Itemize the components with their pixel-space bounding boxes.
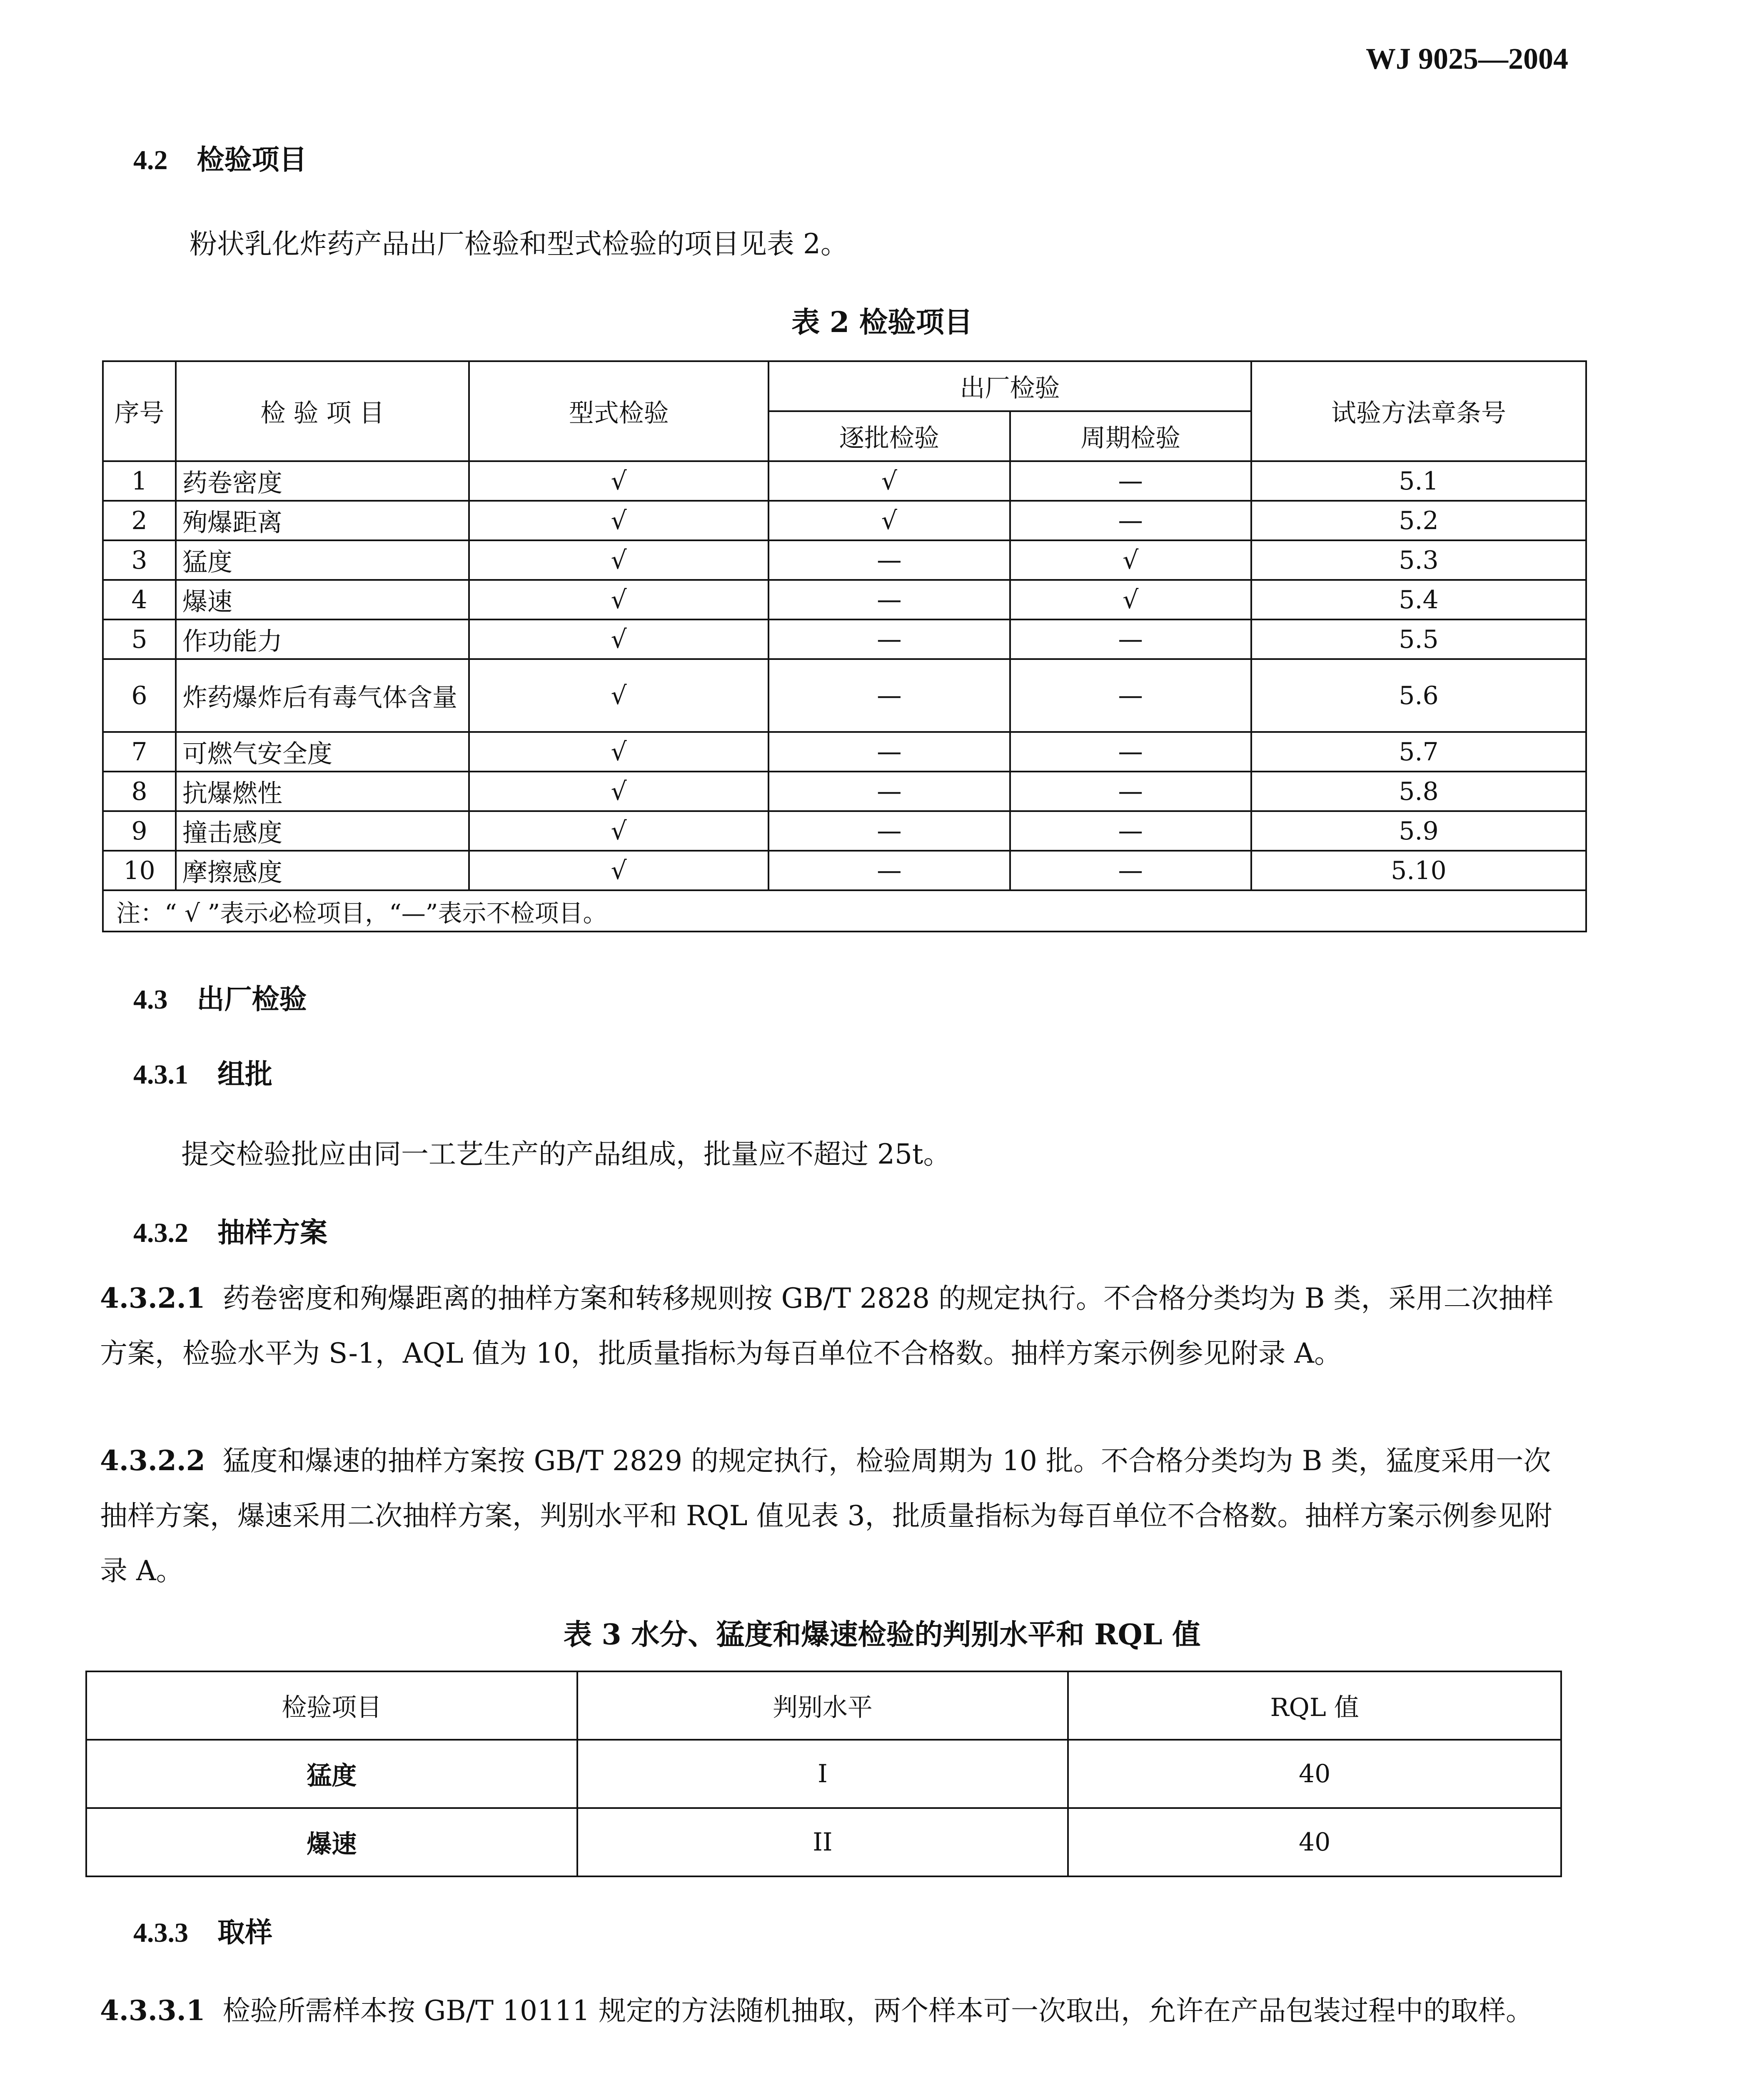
row-rql: 40 <box>1068 1740 1561 1808</box>
table-row <box>103 811 1586 851</box>
row-method: 5.10 <box>1251 851 1586 890</box>
row-method: 5.1 <box>1251 461 1586 501</box>
row-method: 5.4 <box>1251 580 1586 619</box>
section-title: 抽样方案 <box>217 1216 327 1249</box>
row-periodic: √ <box>1010 580 1251 619</box>
table-row <box>103 732 1586 772</box>
row-item: 殉爆距离 <box>176 501 469 540</box>
row-batch: — <box>768 851 1010 890</box>
table2-header-factory-test: 出厂检验 <box>768 361 1251 411</box>
row-type-test: √ <box>469 851 768 890</box>
section-number: 4.3.2 <box>133 1218 188 1248</box>
row-type-test: √ <box>469 461 768 501</box>
table-row <box>103 772 1586 811</box>
row-seq: 6 <box>103 659 176 732</box>
table-row <box>103 461 1586 501</box>
section-4-3-1-heading <box>133 1052 272 1091</box>
table-row <box>103 659 1586 732</box>
row-item: 炸药爆炸后有毒气体含量 <box>176 659 469 732</box>
table2-header-periodic: 周期检验 <box>1010 411 1251 461</box>
table3-header-level: 判别水平 <box>577 1671 1068 1740</box>
table2-header-seq: 序号 <box>103 361 176 461</box>
row-periodic: — <box>1010 772 1251 811</box>
clause-number: 4.3.3.1 <box>100 1994 205 2027</box>
row-item: 猛度 <box>86 1740 577 1808</box>
clause-text: 检验所需样本按 GB/T 10111 规定的方法随机抽取，两个样本可一次取出，允许在产品包装过程中的取样。 <box>222 1995 1533 2027</box>
row-seq: 5 <box>103 619 176 659</box>
section-number: 4.3.1 <box>133 1059 188 1090</box>
table-row <box>103 619 1586 659</box>
row-item: 猛度 <box>176 540 469 580</box>
row-batch: √ <box>768 461 1010 501</box>
row-method: 5.7 <box>1251 732 1586 772</box>
row-type-test: √ <box>469 659 768 732</box>
table2 <box>102 360 1587 932</box>
section-4-2-paragraph: 粉状乳化炸药产品出厂检验和型式检验的项目见表 2。 <box>190 228 848 260</box>
row-item: 药卷密度 <box>176 461 469 501</box>
clause-text: 猛度和爆速的抽样方案按 GB/T 2829 的规定执行，检验周期为 10 批。不合格分类均为 B 类，猛度采用一次抽样方案，爆速采用二次抽样方案，判别水平和 RQL 值见表 3，批质量指标为每百单位不合格数。抽样方案示例参见附录 A。 <box>100 1445 1552 1587</box>
section-number: 4.3 <box>133 984 168 1015</box>
row-periodic: √ <box>1010 540 1251 580</box>
section-4-3-1-paragraph: 提交检验批应由同一工艺生产的产品组成，批量应不超过 25t。 <box>181 1138 951 1170</box>
table3-header-item: 检验项目 <box>86 1671 577 1740</box>
row-item: 抗爆燃性 <box>176 772 469 811</box>
clause-4-3-3-1 <box>100 1983 1574 2038</box>
row-batch: — <box>768 619 1010 659</box>
section-4-3-2-heading <box>133 1210 327 1250</box>
row-method: 5.6 <box>1251 659 1586 732</box>
table-row <box>86 1808 1561 1876</box>
row-seq: 10 <box>103 851 176 890</box>
row-item: 撞击感度 <box>176 811 469 851</box>
row-type-test: √ <box>469 732 768 772</box>
row-item: 作功能力 <box>176 619 469 659</box>
row-level: I <box>577 1740 1068 1808</box>
clause-number: 4.3.2.2 <box>100 1444 205 1477</box>
row-periodic: — <box>1010 811 1251 851</box>
row-seq: 3 <box>103 540 176 580</box>
table2-header-item: 检 验 项 目 <box>176 361 469 461</box>
row-periodic: — <box>1010 501 1251 540</box>
row-batch: — <box>768 540 1010 580</box>
row-periodic: — <box>1010 619 1251 659</box>
row-item: 爆速 <box>86 1808 577 1876</box>
row-periodic: — <box>1010 732 1251 772</box>
section-title: 出厂检验 <box>197 983 307 1015</box>
row-seq: 7 <box>103 732 176 772</box>
section-title: 检验项目 <box>197 143 307 176</box>
table2-caption: 表 2 检验项目 <box>791 306 973 339</box>
row-periodic: — <box>1010 851 1251 890</box>
table2-note: 注：“ √ ”表示必检项目，“—”表示不检项目。 <box>103 890 1586 932</box>
row-type-test: √ <box>469 501 768 540</box>
section-title: 取样 <box>217 1916 272 1948</box>
row-batch: — <box>768 659 1010 732</box>
row-periodic: — <box>1010 461 1251 501</box>
row-level: II <box>577 1808 1068 1876</box>
table-row <box>86 1740 1561 1808</box>
section-number: 4.2 <box>133 145 168 175</box>
row-seq: 4 <box>103 580 176 619</box>
row-periodic: — <box>1010 659 1251 732</box>
table2-header-method: 试验方法章条号 <box>1251 361 1586 461</box>
row-seq: 8 <box>103 772 176 811</box>
row-method: 5.5 <box>1251 619 1586 659</box>
row-batch: — <box>768 732 1010 772</box>
row-method: 5.9 <box>1251 811 1586 851</box>
table3 <box>85 1671 1562 1877</box>
row-batch: — <box>768 580 1010 619</box>
row-batch: — <box>768 772 1010 811</box>
table3-header-rql: RQL 值 <box>1068 1671 1561 1740</box>
section-number: 4.3.3 <box>133 1918 188 1948</box>
section-title: 组批 <box>217 1058 272 1090</box>
row-batch: √ <box>768 501 1010 540</box>
row-rql: 40 <box>1068 1808 1561 1876</box>
table-row <box>103 540 1586 580</box>
row-batch: — <box>768 811 1010 851</box>
row-seq: 1 <box>103 461 176 501</box>
section-4-3-3-heading <box>133 1910 272 1950</box>
section-4-2-heading <box>133 137 307 177</box>
clause-4-3-2-2 <box>100 1433 1574 1598</box>
clause-text: 药卷密度和殉爆距离的抽样方案和转移规则按 GB/T 2828 的规定执行。不合格分类均为 B 类，采用二次抽样方案，检验水平为 S-1，AQL 值为 10，批质量指标为每百单位不合格数。抽样方案示例参见附录 A。 <box>100 1282 1554 1369</box>
row-type-test: √ <box>469 540 768 580</box>
table2-header-type-test: 型式检验 <box>469 361 768 461</box>
row-method: 5.2 <box>1251 501 1586 540</box>
clause-number: 4.3.2.1 <box>100 1282 205 1314</box>
row-type-test: √ <box>469 811 768 851</box>
row-seq: 2 <box>103 501 176 540</box>
table3-caption: 表 3 水分、猛度和爆速检验的判别水平和 RQL 值 <box>563 1618 1201 1651</box>
section-4-3-heading <box>133 977 307 1017</box>
row-method: 5.8 <box>1251 772 1586 811</box>
standard-number: WJ 9025—2004 <box>1366 42 1568 75</box>
row-type-test: √ <box>469 619 768 659</box>
table-row <box>103 501 1586 540</box>
table2-header-batch: 逐批检验 <box>768 411 1010 461</box>
table-row <box>103 851 1586 890</box>
row-method: 5.3 <box>1251 540 1586 580</box>
table-row <box>103 580 1586 619</box>
row-type-test: √ <box>469 772 768 811</box>
row-item: 摩擦感度 <box>176 851 469 890</box>
row-seq: 9 <box>103 811 176 851</box>
clause-4-3-2-1 <box>100 1271 1574 1381</box>
row-item: 可燃气安全度 <box>176 732 469 772</box>
row-type-test: √ <box>469 580 768 619</box>
row-item: 爆速 <box>176 580 469 619</box>
